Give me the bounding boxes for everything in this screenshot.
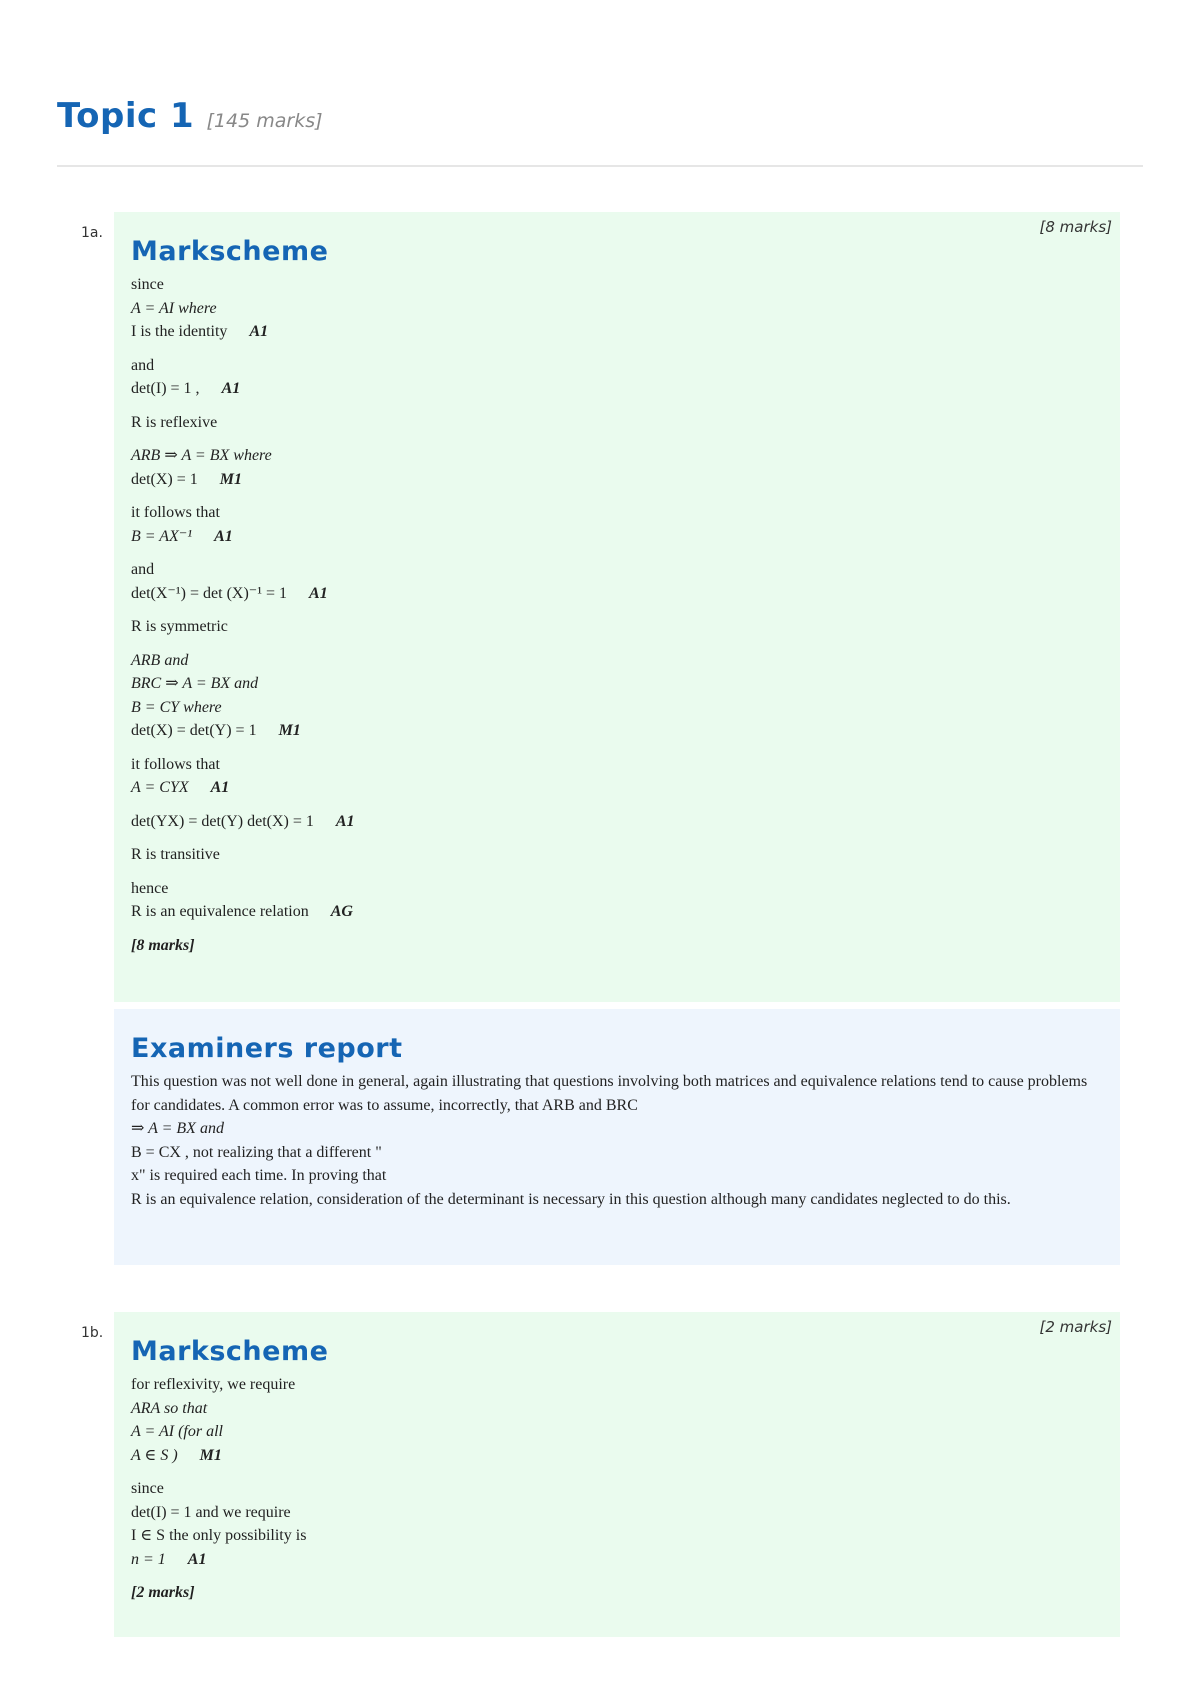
markscheme-heading-1a: Markscheme bbox=[131, 236, 329, 267]
ms-step bbox=[131, 1477, 1103, 1571]
page-title bbox=[57, 96, 323, 136]
mark-code: A1 bbox=[221, 380, 241, 397]
mark-code: A1 bbox=[335, 812, 355, 830]
ms-math: ARA so that bbox=[131, 1399, 208, 1417]
ms-step bbox=[131, 934, 1103, 958]
ms-math: A ∈ S ) bbox=[131, 1446, 178, 1464]
mark-code: A1 bbox=[249, 323, 269, 340]
ms-math: A = AI where bbox=[131, 299, 217, 317]
ms-text: since bbox=[131, 276, 164, 293]
ms-step bbox=[131, 501, 1103, 548]
ms-math: BRC ⇒ A = BX and bbox=[131, 675, 259, 692]
topic-title: Topic 1 bbox=[57, 96, 195, 136]
ms-text: it follows that bbox=[131, 755, 220, 773]
ms-text: and bbox=[131, 356, 155, 374]
ms-math: A = CYX bbox=[131, 779, 189, 796]
question-marks-1a: [8 marks] bbox=[1039, 218, 1112, 236]
examiners-report-text bbox=[131, 1070, 1103, 1211]
mark-code: A1 bbox=[309, 584, 328, 602]
topic-marks: [145 marks] bbox=[206, 110, 323, 132]
mark-code: A1 bbox=[210, 779, 230, 796]
report-line: This question was not well done in general, again illustrating that questions involving both matrices and equivalence relations tend to cause problems for candidates. A common error was to assume, incorrectly, that ARB and BRC bbox=[131, 1073, 1088, 1114]
ms-step bbox=[131, 615, 1103, 639]
ms-step bbox=[131, 843, 1103, 867]
report-line: x" is required each time. In proving that bbox=[131, 1167, 387, 1184]
markscheme-panel-1a bbox=[114, 212, 1120, 1002]
ms-math: det(I) = 1 , bbox=[131, 380, 200, 397]
mark-code: AG bbox=[330, 903, 353, 920]
ms-step bbox=[131, 810, 1103, 834]
ms-text: R is symmetric bbox=[131, 618, 228, 635]
ms-math: B = AX⁻¹ bbox=[131, 527, 193, 545]
report-line: B = CX , not realizing that a different " bbox=[131, 1143, 382, 1161]
mark-code: M1 bbox=[278, 722, 301, 739]
ms-math: det(X⁻¹) = det (X)⁻¹ = 1 bbox=[131, 584, 288, 602]
title-divider bbox=[57, 165, 1143, 167]
examiners-report-heading-1a: Examiners report bbox=[131, 1033, 403, 1064]
question-number-1a: 1a. bbox=[81, 225, 103, 241]
ms-math: I ∈ S the only possibility is bbox=[131, 1527, 307, 1544]
ms-step bbox=[131, 877, 1103, 924]
mark-code: M1 bbox=[219, 470, 243, 488]
ms-math: B = CY where bbox=[131, 698, 222, 716]
ms-text: it follows that bbox=[131, 504, 220, 521]
markscheme-panel-1b bbox=[114, 1312, 1120, 1637]
markscheme-heading-1b: Markscheme bbox=[131, 1336, 329, 1367]
ms-text: R is transitive bbox=[131, 846, 220, 863]
report-line: R is an equivalence relation, consideration of the determinant is necessary in this question although many candidates neglected to do this. bbox=[131, 1190, 1011, 1208]
mark-code: A1 bbox=[214, 527, 233, 545]
ms-step bbox=[131, 273, 1103, 344]
examiners-report-panel-1a bbox=[114, 1009, 1120, 1265]
ms-math: det(X) = det(Y) = 1 bbox=[131, 722, 257, 739]
ms-step bbox=[131, 1373, 1103, 1467]
ms-math: n = 1 bbox=[131, 1550, 166, 1568]
ms-total-marks: [8 marks] bbox=[131, 936, 195, 954]
ms-math: ARB and bbox=[131, 651, 189, 669]
ms-text: I is the identity bbox=[131, 323, 228, 340]
ms-step bbox=[131, 558, 1103, 605]
ms-text: for reflexivity, we require bbox=[131, 1376, 296, 1393]
ms-step bbox=[131, 411, 1103, 435]
ms-text: R is an equivalence relation bbox=[131, 903, 309, 920]
ms-text: R is reflexive bbox=[131, 413, 218, 431]
ms-step bbox=[131, 444, 1103, 491]
ms-math: det(YX) = det(Y) det(X) = 1 bbox=[131, 812, 314, 830]
ms-math: ARB ⇒ A = BX where bbox=[131, 447, 272, 464]
ms-math: A = AI (for all bbox=[131, 1423, 223, 1440]
mark-code: A1 bbox=[187, 1550, 207, 1568]
ms-text: and bbox=[131, 561, 155, 578]
ms-math: det(X) = 1 bbox=[131, 470, 198, 488]
question-number-1b: 1b. bbox=[81, 1325, 104, 1341]
question-marks-1b: [2 marks] bbox=[1039, 1318, 1112, 1336]
mark-code: M1 bbox=[199, 1446, 222, 1464]
ms-step bbox=[131, 354, 1103, 401]
ms-math: det(I) = 1 and we require bbox=[131, 1503, 291, 1521]
ms-step bbox=[131, 1581, 1103, 1605]
ms-text: since bbox=[131, 1480, 164, 1497]
ms-step bbox=[131, 649, 1103, 743]
ms-total-marks: [2 marks] bbox=[131, 1584, 195, 1601]
report-line: ⇒ A = BX and bbox=[131, 1120, 224, 1137]
ms-text: hence bbox=[131, 879, 169, 897]
ms-step bbox=[131, 753, 1103, 800]
